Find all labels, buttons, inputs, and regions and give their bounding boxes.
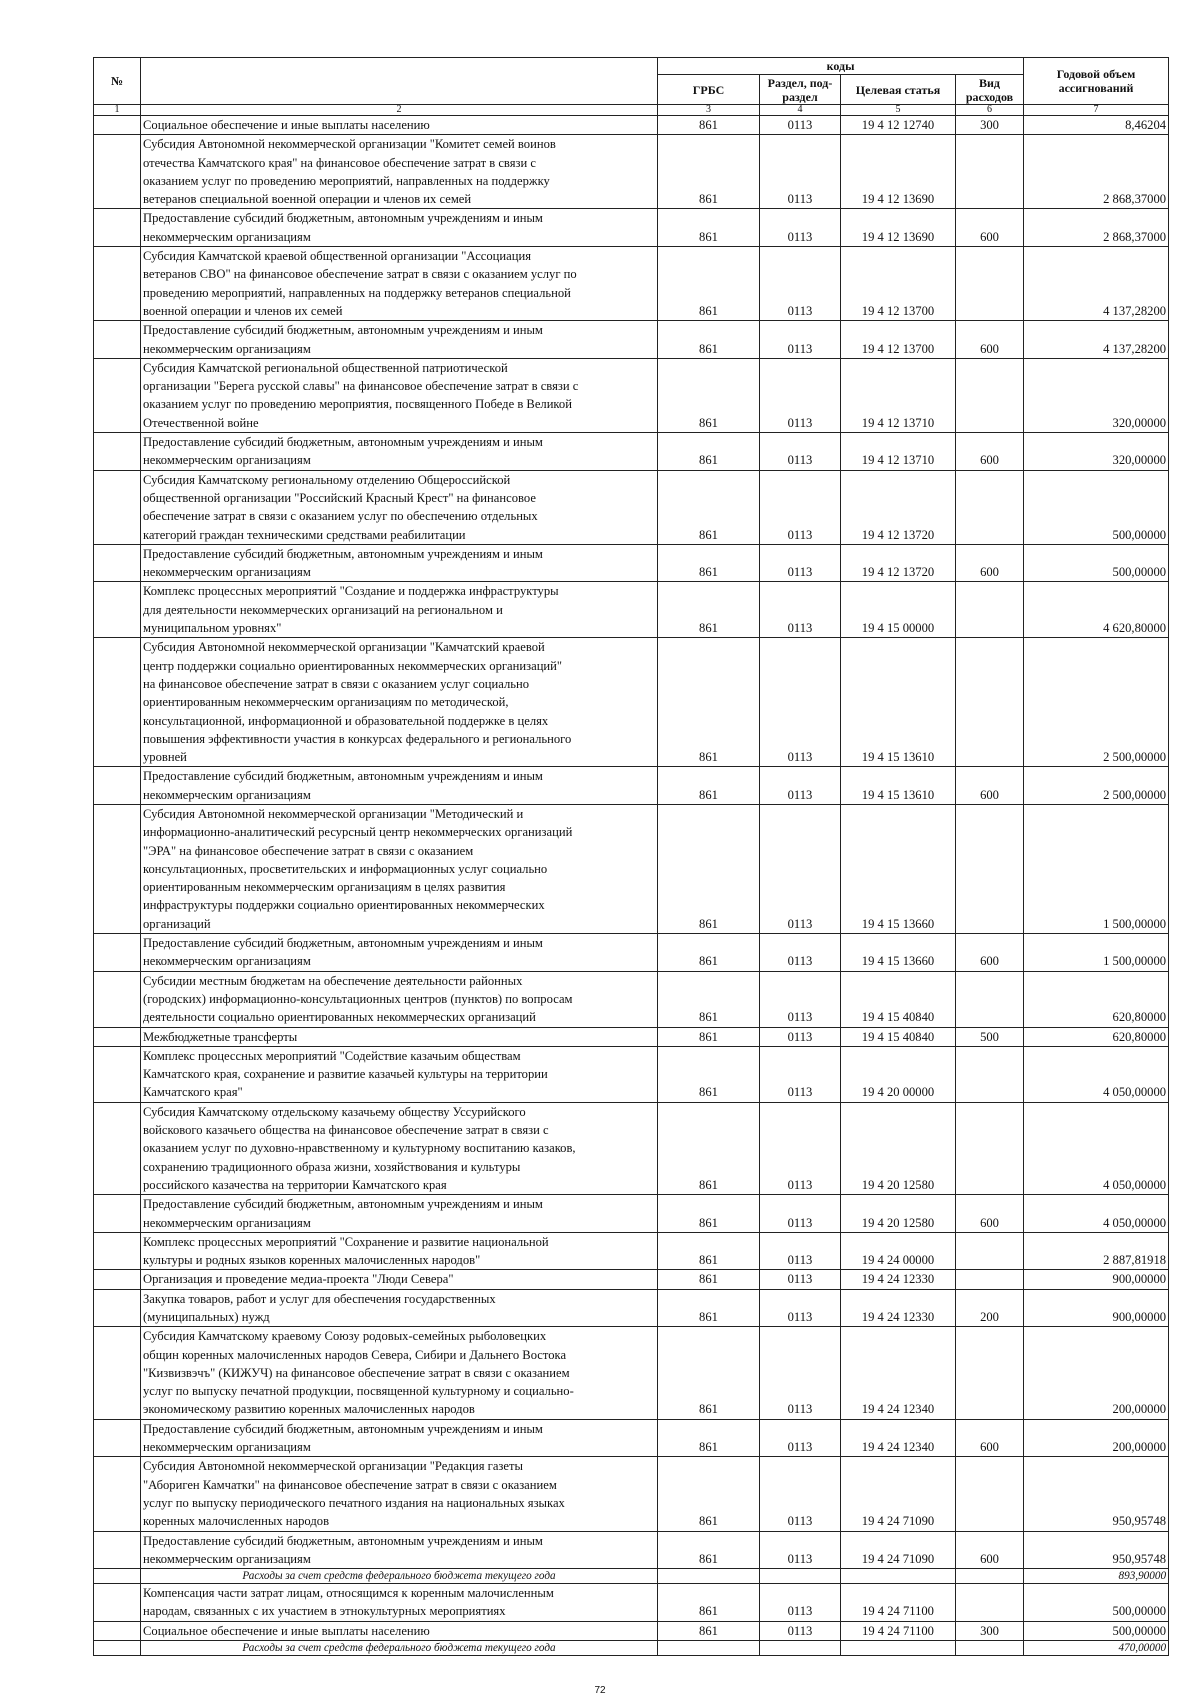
- row-grbs-cell: 861: [658, 1027, 760, 1046]
- row-razdel-cell: 0113: [760, 582, 841, 638]
- row-amount-cell: 900,00000: [1024, 1289, 1169, 1327]
- row-razdel-cell: 0113: [760, 209, 841, 247]
- header-expense-type: Вид расходов: [956, 75, 1024, 105]
- table-body: [94, 116, 1169, 1656]
- row-expense-type-cell: [956, 135, 1024, 209]
- row-razdel-cell: [760, 1641, 841, 1656]
- row-target-article-cell: 19 4 24 71100: [841, 1621, 956, 1640]
- row-name-cell: Субсидия Автономной некоммерческой организации "Методический и информационно-аналитический ресурсный центр некоммерческих организаций "ЭРА" на финансовое обеспечение затрат в связи с оказанием консультационных, просветительских и информационных услуг социально ориентированным некоммерческим организациям в целях развития инфраструктуры поддержки социально ориентированных некоммерческих организаций: [141, 804, 658, 933]
- table-row: [94, 544, 1169, 582]
- table-row: [94, 116, 1169, 135]
- row-number-cell: [94, 1289, 141, 1327]
- row-expense-type-cell: 600: [956, 767, 1024, 805]
- row-razdel-cell: 0113: [760, 1584, 841, 1622]
- header-col-number: 6: [956, 105, 1024, 116]
- row-name-cell: Предоставление субсидий бюджетным, автономным учреждениям и иным некоммерческим организациям: [141, 544, 658, 582]
- table-row: [94, 321, 1169, 359]
- row-number-cell: [94, 544, 141, 582]
- row-name-cell: Социальное обеспечение и иные выплаты населению: [141, 1621, 658, 1640]
- row-target-article-cell: 19 4 12 13720: [841, 470, 956, 544]
- row-number-cell: [94, 116, 141, 135]
- table-row: [94, 1531, 1169, 1569]
- budget-allocations-table: [93, 57, 1169, 1656]
- row-number-cell: [94, 1327, 141, 1419]
- page-number: 72: [594, 1685, 606, 1696]
- row-name-cell: Комплекс процессных мероприятий "Содействие казачьим обществам Камчатского края, сохранение и развитие казачьей культуры на территории Камчатского края": [141, 1046, 658, 1102]
- row-amount-cell: 4 620,80000: [1024, 582, 1169, 638]
- header-col-number: 5: [841, 105, 956, 116]
- row-amount-cell: 2 887,81918: [1024, 1232, 1169, 1270]
- row-number-cell: [94, 433, 141, 471]
- row-name-cell: Предоставление субсидий бюджетным, автономным учреждениям и иным некоммерческим организациям: [141, 767, 658, 805]
- row-amount-cell: 950,95748: [1024, 1457, 1169, 1531]
- row-name-cell: Субсидия Камчатскому краевому Союзу родовых-семейных рыболовецких общин коренных малочисленных народов Севера, Сибири и Дальнего Востока "Кизвизвэчъ" (КИЖУЧ) на финансовое обеспечение затрат в связи с оказанием услуг по выпуску печатной продукции, посвященной культурному и социально- экономическому развитию коренных малочисленных народов: [141, 1327, 658, 1419]
- table-row: [94, 247, 1169, 321]
- row-target-article-cell: 19 4 24 12330: [841, 1289, 956, 1327]
- row-expense-type-cell: [956, 1327, 1024, 1419]
- row-amount-cell: 500,00000: [1024, 544, 1169, 582]
- row-target-article-cell: 19 4 15 13610: [841, 767, 956, 805]
- table-row: [94, 1027, 1169, 1046]
- row-number-cell: [94, 1621, 141, 1640]
- row-target-article-cell: 19 4 20 12580: [841, 1195, 956, 1233]
- row-number-cell: [94, 1641, 141, 1656]
- row-name-cell: Предоставление субсидий бюджетным, автономным учреждениям и иным некоммерческим организациям: [141, 1419, 658, 1457]
- row-target-article-cell: 19 4 12 13710: [841, 433, 956, 471]
- row-number-cell: [94, 1419, 141, 1457]
- row-amount-cell: 4 050,00000: [1024, 1102, 1169, 1194]
- header-name-blank: [141, 58, 658, 105]
- row-razdel-cell: 0113: [760, 1289, 841, 1327]
- table-row: [94, 135, 1169, 209]
- row-target-article-cell: 19 4 24 12330: [841, 1270, 956, 1289]
- row-expense-type-cell: 600: [956, 1419, 1024, 1457]
- row-name-cell: Закупка товаров, работ и услуг для обеспечения государственных (муниципальных) нужд: [141, 1289, 658, 1327]
- row-number-cell: [94, 358, 141, 432]
- table-row: [94, 1232, 1169, 1270]
- row-name-cell: Организация и проведение медиа-проекта "Люди Севера": [141, 1270, 658, 1289]
- table-row: [94, 1621, 1169, 1640]
- row-grbs-cell: 861: [658, 358, 760, 432]
- row-number-cell: [94, 1584, 141, 1622]
- row-number-cell: [94, 1102, 141, 1194]
- row-grbs-cell: 861: [658, 321, 760, 359]
- row-razdel-cell: 0113: [760, 1621, 841, 1640]
- row-name-cell: Субсидия Камчатскому региональному отделению Общероссийской общественной организации "Российский Красный Крест" на финансовое обеспечение затрат в связи с оказанием услуг по обеспечению отдельных категорий граждан техническими средствами реабилитации: [141, 470, 658, 544]
- row-number-cell: [94, 1232, 141, 1270]
- table-header: [94, 58, 1169, 116]
- row-target-article-cell: 19 4 24 00000: [841, 1232, 956, 1270]
- row-target-article-cell: 19 4 20 12580: [841, 1102, 956, 1194]
- header-number: №: [94, 58, 141, 105]
- row-razdel-cell: 0113: [760, 1195, 841, 1233]
- table-row: [94, 1046, 1169, 1102]
- row-name-cell: Субсидия Автономной некоммерческой организации "Комитет семей воинов отечества Камчатского края" на финансовое обеспечение затрат в связи с оказанием услуг по проведению мероприятий, направленных на поддержку ветеранов специальной военной операции и членов их семей: [141, 135, 658, 209]
- row-target-article-cell: 19 4 12 13700: [841, 321, 956, 359]
- row-razdel-cell: 0113: [760, 638, 841, 767]
- row-name-cell: Расходы за счет средств федерального бюджета текущего года: [141, 1641, 658, 1656]
- row-razdel-cell: 0113: [760, 767, 841, 805]
- header-grbs: ГРБС: [658, 75, 760, 105]
- row-number-cell: [94, 934, 141, 972]
- row-expense-type-cell: 600: [956, 433, 1024, 471]
- row-amount-cell: 200,00000: [1024, 1419, 1169, 1457]
- row-name-cell: Комплекс процессных мероприятий "Сохранение и развитие национальной культуры и родных языков коренных малочисленных народов": [141, 1232, 658, 1270]
- row-name-cell: Субсидия Камчатской краевой общественной организации "Ассоциация ветеранов СВО" на финансовое обеспечение затрат в связи с оказанием услуг по проведению мероприятий, направленных на поддержку ветеранов специальной военной операции и членов их семей: [141, 247, 658, 321]
- table-row: [94, 1457, 1169, 1531]
- row-amount-cell: 900,00000: [1024, 1270, 1169, 1289]
- row-name-cell: Предоставление субсидий бюджетным, автономным учреждениям и иным некоммерческим организациям: [141, 433, 658, 471]
- table-row: [94, 1289, 1169, 1327]
- row-razdel-cell: [760, 1569, 841, 1584]
- header-col-number: 4: [760, 105, 841, 116]
- header-razdel: Раздел, под-раздел: [760, 75, 841, 105]
- row-grbs-cell: 861: [658, 971, 760, 1027]
- row-grbs-cell: 861: [658, 1289, 760, 1327]
- row-target-article-cell: 19 4 12 13700: [841, 247, 956, 321]
- row-number-cell: [94, 1457, 141, 1531]
- row-target-article-cell: 19 4 24 71090: [841, 1457, 956, 1531]
- row-grbs-cell: 861: [658, 582, 760, 638]
- table-row: [94, 638, 1169, 767]
- row-target-article-cell: 19 4 15 40840: [841, 1027, 956, 1046]
- row-expense-type-cell: [956, 971, 1024, 1027]
- row-expense-type-cell: 600: [956, 209, 1024, 247]
- row-amount-cell: 4 137,28200: [1024, 321, 1169, 359]
- row-name-cell: Межбюджетные трансферты: [141, 1027, 658, 1046]
- row-number-cell: [94, 582, 141, 638]
- table-row: [94, 767, 1169, 805]
- row-target-article-cell: 19 4 15 40840: [841, 971, 956, 1027]
- row-amount-cell: 2 500,00000: [1024, 767, 1169, 805]
- row-amount-cell: 320,00000: [1024, 433, 1169, 471]
- row-number-cell: [94, 1195, 141, 1233]
- table-row: [94, 470, 1169, 544]
- row-expense-type-cell: [956, 1232, 1024, 1270]
- row-grbs-cell: 861: [658, 1327, 760, 1419]
- row-razdel-cell: 0113: [760, 1457, 841, 1531]
- row-amount-cell: 4 137,28200: [1024, 247, 1169, 321]
- row-razdel-cell: 0113: [760, 971, 841, 1027]
- table-row: [94, 1195, 1169, 1233]
- row-grbs-cell: 861: [658, 1621, 760, 1640]
- row-grbs-cell: 861: [658, 1195, 760, 1233]
- row-amount-cell: 2 868,37000: [1024, 209, 1169, 247]
- row-razdel-cell: 0113: [760, 1232, 841, 1270]
- row-razdel-cell: 0113: [760, 1419, 841, 1457]
- row-expense-type-cell: [956, 1641, 1024, 1656]
- row-number-cell: [94, 470, 141, 544]
- row-grbs-cell: [658, 1569, 760, 1584]
- row-expense-type-cell: 500: [956, 1027, 1024, 1046]
- row-number-cell: [94, 209, 141, 247]
- row-target-article-cell: 19 4 12 12740: [841, 116, 956, 135]
- row-name-cell: Субсидия Автономной некоммерческой организации "Камчатский краевой центр поддержки социально ориентированных некоммерческих организаций" на финансовое обеспечение затрат в связи с оказанием услуг социально ориентированным некоммерческим организациям по методической, консультационной, информационной и образовательной поддержке в целях повышения эффективности участия в конкурсах федерального и регионального уровней: [141, 638, 658, 767]
- row-expense-type-cell: [956, 804, 1024, 933]
- row-name-cell: Предоставление субсидий бюджетным, автономным учреждениям и иным некоммерческим организациям: [141, 321, 658, 359]
- row-expense-type-cell: 200: [956, 1289, 1024, 1327]
- row-grbs-cell: 861: [658, 470, 760, 544]
- row-name-cell: Субсидии местным бюджетам на обеспечение деятельности районных (городских) информационно-консультационных центров (пунктов) по вопросам деятельности социально ориентированных некоммерческих организаций: [141, 971, 658, 1027]
- row-grbs-cell: 861: [658, 135, 760, 209]
- row-grbs-cell: 861: [658, 544, 760, 582]
- row-number-cell: [94, 1270, 141, 1289]
- row-amount-cell: 200,00000: [1024, 1327, 1169, 1419]
- header-target-article: Целевая статья: [841, 75, 956, 105]
- row-razdel-cell: 0113: [760, 1046, 841, 1102]
- table-row: [94, 1584, 1169, 1622]
- row-amount-cell: 1 500,00000: [1024, 934, 1169, 972]
- table-row: [94, 433, 1169, 471]
- row-grbs-cell: 861: [658, 1584, 760, 1622]
- row-target-article-cell: 19 4 12 13710: [841, 358, 956, 432]
- row-number-cell: [94, 1531, 141, 1569]
- row-expense-type-cell: 600: [956, 544, 1024, 582]
- row-grbs-cell: 861: [658, 1102, 760, 1194]
- row-expense-type-cell: [956, 1046, 1024, 1102]
- row-razdel-cell: 0113: [760, 433, 841, 471]
- federal-budget-row: [94, 1641, 1169, 1656]
- row-number-cell: [94, 1569, 141, 1584]
- header-col-number: 3: [658, 105, 760, 116]
- federal-budget-row: [94, 1569, 1169, 1584]
- header-codes: коды: [658, 58, 1024, 75]
- row-expense-type-cell: [956, 247, 1024, 321]
- row-target-article-cell: 19 4 15 00000: [841, 582, 956, 638]
- row-expense-type-cell: 300: [956, 1621, 1024, 1640]
- row-grbs-cell: 861: [658, 247, 760, 321]
- row-target-article-cell: [841, 1641, 956, 1656]
- table-row: [94, 1327, 1169, 1419]
- row-amount-cell: 8,46204: [1024, 116, 1169, 135]
- table-row: [94, 1270, 1169, 1289]
- row-razdel-cell: 0113: [760, 804, 841, 933]
- header-col-number: 7: [1024, 105, 1169, 116]
- row-grbs-cell: 861: [658, 1270, 760, 1289]
- row-razdel-cell: 0113: [760, 1531, 841, 1569]
- row-expense-type-cell: 300: [956, 116, 1024, 135]
- row-number-cell: [94, 767, 141, 805]
- row-razdel-cell: 0113: [760, 934, 841, 972]
- row-name-cell: Субсидия Камчатскому отдельскому казачьему обществу Уссурийского войскового казачьего общества на финансовое обеспечение затрат в связи с оказанием услуг по духовно-нравственному и культурному воспитанию казаков, сохранению традиционного образа жизни, хозяйствования и культуры российского казачества на территории Камчатского края: [141, 1102, 658, 1194]
- row-expense-type-cell: [956, 1270, 1024, 1289]
- row-number-cell: [94, 971, 141, 1027]
- table-row: [94, 209, 1169, 247]
- row-grbs-cell: 861: [658, 804, 760, 933]
- row-target-article-cell: 19 4 24 71100: [841, 1584, 956, 1622]
- row-amount-cell: 2 868,37000: [1024, 135, 1169, 209]
- row-name-cell: Предоставление субсидий бюджетным, автономным учреждениям и иным некоммерческим организациям: [141, 209, 658, 247]
- row-target-article-cell: 19 4 20 00000: [841, 1046, 956, 1102]
- row-target-article-cell: 19 4 15 13660: [841, 934, 956, 972]
- row-amount-cell: 500,00000: [1024, 1621, 1169, 1640]
- row-name-cell: Социальное обеспечение и иные выплаты населению: [141, 116, 658, 135]
- row-grbs-cell: 861: [658, 1457, 760, 1531]
- row-number-cell: [94, 135, 141, 209]
- row-target-article-cell: [841, 1569, 956, 1584]
- row-expense-type-cell: [956, 358, 1024, 432]
- row-expense-type-cell: [956, 638, 1024, 767]
- row-grbs-cell: [658, 1641, 760, 1656]
- row-razdel-cell: 0113: [760, 1102, 841, 1194]
- row-amount-cell: 500,00000: [1024, 470, 1169, 544]
- row-amount-cell: 470,00000: [1024, 1641, 1169, 1656]
- header-annual-volume: Годовой объем ассигнований: [1024, 58, 1169, 105]
- row-grbs-cell: 861: [658, 638, 760, 767]
- table-row: [94, 934, 1169, 972]
- row-expense-type-cell: 600: [956, 321, 1024, 359]
- row-target-article-cell: 19 4 24 12340: [841, 1327, 956, 1419]
- table-row: [94, 1102, 1169, 1194]
- row-razdel-cell: 0113: [760, 1027, 841, 1046]
- row-expense-type-cell: [956, 582, 1024, 638]
- table-row: [94, 804, 1169, 933]
- row-amount-cell: 4 050,00000: [1024, 1046, 1169, 1102]
- row-grbs-cell: 861: [658, 1531, 760, 1569]
- row-razdel-cell: 0113: [760, 321, 841, 359]
- row-name-cell: Субсидия Автономной некоммерческой организации "Редакция газеты "Абориген Камчатки" на финансовое обеспечение затрат в связи с оказанием услуг по выпуску периодического печатного издания на национальных языках коренных малочисленных народов: [141, 1457, 658, 1531]
- row-amount-cell: 1 500,00000: [1024, 804, 1169, 933]
- row-razdel-cell: 0113: [760, 1270, 841, 1289]
- row-expense-type-cell: 600: [956, 934, 1024, 972]
- row-expense-type-cell: [956, 1102, 1024, 1194]
- header-col-number: 1: [94, 105, 141, 116]
- table-row: [94, 582, 1169, 638]
- header-col-number: 2: [141, 105, 658, 116]
- row-razdel-cell: 0113: [760, 358, 841, 432]
- row-grbs-cell: 861: [658, 116, 760, 135]
- row-number-cell: [94, 247, 141, 321]
- row-razdel-cell: 0113: [760, 544, 841, 582]
- row-grbs-cell: 861: [658, 209, 760, 247]
- budget-table-page: [93, 57, 1168, 1656]
- row-name-cell: Комплекс процессных мероприятий "Создание и поддержка инфраструктуры для деятельности некоммерческих организаций на региональном и муниципальном уровнях": [141, 582, 658, 638]
- row-name-cell: Расходы за счет средств федерального бюджета текущего года: [141, 1569, 658, 1584]
- row-expense-type-cell: [956, 1584, 1024, 1622]
- row-number-cell: [94, 321, 141, 359]
- row-target-article-cell: 19 4 24 12340: [841, 1419, 956, 1457]
- row-amount-cell: 950,95748: [1024, 1531, 1169, 1569]
- row-name-cell: Предоставление субсидий бюджетным, автономным учреждениям и иным некоммерческим организациям: [141, 934, 658, 972]
- row-expense-type-cell: [956, 1457, 1024, 1531]
- row-amount-cell: 4 050,00000: [1024, 1195, 1169, 1233]
- row-target-article-cell: 19 4 24 71090: [841, 1531, 956, 1569]
- row-grbs-cell: 861: [658, 1419, 760, 1457]
- row-amount-cell: 620,80000: [1024, 971, 1169, 1027]
- row-razdel-cell: 0113: [760, 116, 841, 135]
- row-expense-type-cell: [956, 470, 1024, 544]
- row-amount-cell: 620,80000: [1024, 1027, 1169, 1046]
- row-expense-type-cell: 600: [956, 1195, 1024, 1233]
- table-row: [94, 358, 1169, 432]
- row-razdel-cell: 0113: [760, 1327, 841, 1419]
- row-target-article-cell: 19 4 12 13690: [841, 209, 956, 247]
- row-amount-cell: 500,00000: [1024, 1584, 1169, 1622]
- row-name-cell: Компенсация части затрат лицам, относящимся к коренным малочисленным народам, связанных с их участием в этнокультурных мероприятиях: [141, 1584, 658, 1622]
- row-number-cell: [94, 1046, 141, 1102]
- row-name-cell: Предоставление субсидий бюджетным, автономным учреждениям и иным некоммерческим организациям: [141, 1531, 658, 1569]
- row-name-cell: Предоставление субсидий бюджетным, автономным учреждениям и иным некоммерческим организациям: [141, 1195, 658, 1233]
- row-number-cell: [94, 1027, 141, 1046]
- row-razdel-cell: 0113: [760, 247, 841, 321]
- row-grbs-cell: 861: [658, 767, 760, 805]
- row-razdel-cell: 0113: [760, 135, 841, 209]
- row-grbs-cell: 861: [658, 934, 760, 972]
- row-expense-type-cell: [956, 1569, 1024, 1584]
- row-target-article-cell: 19 4 15 13660: [841, 804, 956, 933]
- row-razdel-cell: 0113: [760, 470, 841, 544]
- row-number-cell: [94, 638, 141, 767]
- row-target-article-cell: 19 4 15 13610: [841, 638, 956, 767]
- row-number-cell: [94, 804, 141, 933]
- row-target-article-cell: 19 4 12 13690: [841, 135, 956, 209]
- table-row: [94, 971, 1169, 1027]
- row-amount-cell: 2 500,00000: [1024, 638, 1169, 767]
- row-target-article-cell: 19 4 12 13720: [841, 544, 956, 582]
- row-expense-type-cell: 600: [956, 1531, 1024, 1569]
- row-amount-cell: 320,00000: [1024, 358, 1169, 432]
- row-name-cell: Субсидия Камчатской региональной общественной патриотической организации "Берега русской славы" на финансовое обеспечение затрат в связи с оказанием услуг по проведению мероприятия, посвященного Победе в Великой Отечественной войне: [141, 358, 658, 432]
- row-grbs-cell: 861: [658, 1046, 760, 1102]
- table-row: [94, 1419, 1169, 1457]
- row-grbs-cell: 861: [658, 1232, 760, 1270]
- row-amount-cell: 893,90000: [1024, 1569, 1169, 1584]
- row-grbs-cell: 861: [658, 433, 760, 471]
